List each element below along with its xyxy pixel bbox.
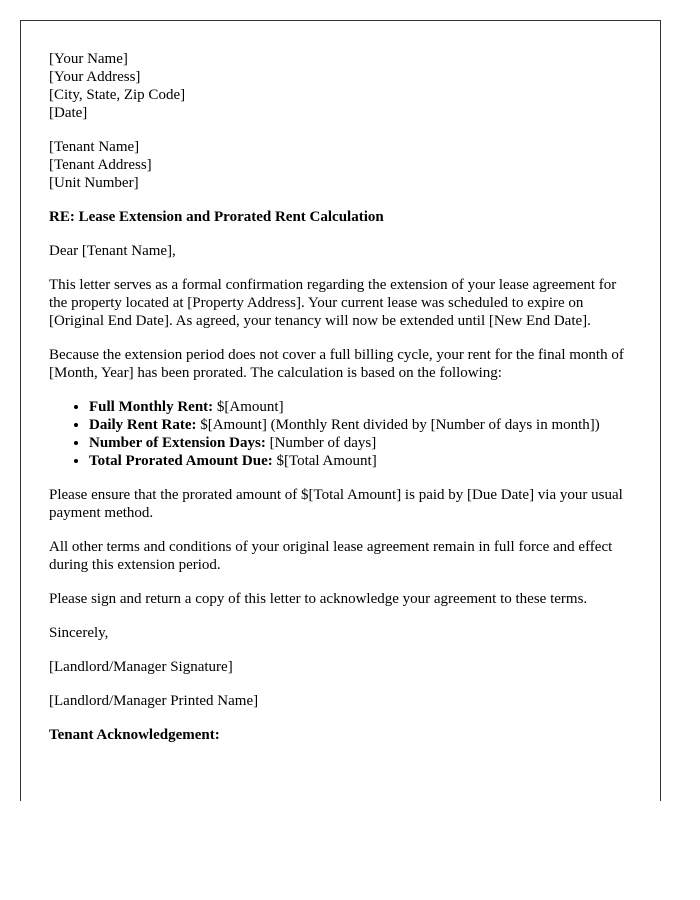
list-item: • Full Monthly Rent: $[Amount] (89, 398, 632, 416)
acknowledgement-heading: Tenant Acknowledgement: (49, 727, 220, 743)
list-item: • Number of Extension Days: [Number of days] (89, 434, 632, 452)
sender-city: [City, State, Zip Code] (49, 87, 186, 103)
tenant-address: [Tenant Address] (49, 157, 152, 173)
signature-line: [Landlord/Manager Signature] (49, 659, 233, 675)
list-item: • Total Prorated Amount Due: $[Total Amount] (89, 452, 632, 470)
closing: Sincerely, (49, 625, 109, 641)
paragraph-proration: Because the extension period does not cover a full billing cycle, your rent for the final month of [Month, Year] has been prorated. The calculation is based on the following: (49, 347, 624, 381)
tenant-name: [Tenant Name] (49, 139, 140, 155)
printed-name-line: [Landlord/Manager Printed Name] (49, 693, 259, 709)
paragraph-sign: Please sign and return a copy of this letter to acknowledge your agreement to these terms. (49, 591, 588, 607)
sender-name: [Your Name] (49, 51, 128, 67)
salutation: Dear [Tenant Name], (49, 243, 176, 259)
letter-page (20, 20, 661, 801)
paragraph-payment: Please ensure that the prorated amount of $[Total Amount] is paid by [Due Date] via your usual payment method. (49, 487, 623, 521)
subject-line: RE: Lease Extension and Prorated Rent Calculation (49, 209, 384, 225)
calculation-list (49, 398, 632, 470)
list-item: • Daily Rent Rate: $[Amount] (Monthly Rent divided by [Number of days in month]) (89, 416, 632, 434)
unit-number: [Unit Number] (49, 175, 139, 191)
paragraph-terms: All other terms and conditions of your original lease agreement remain in full force and effect during this extension period. (49, 539, 613, 573)
letter-date: [Date] (49, 105, 88, 121)
recipient-block (49, 138, 632, 192)
paragraph-extension: This letter serves as a formal confirmation regarding the extension of your lease agreement for the property located at [Property Address]. Your current lease was scheduled to expire on [Original End Date]. As agreed, your tenancy will now be extended until [New End Date]. (49, 277, 617, 329)
sender-block (49, 50, 632, 122)
sender-address: [Your Address] (49, 69, 141, 85)
